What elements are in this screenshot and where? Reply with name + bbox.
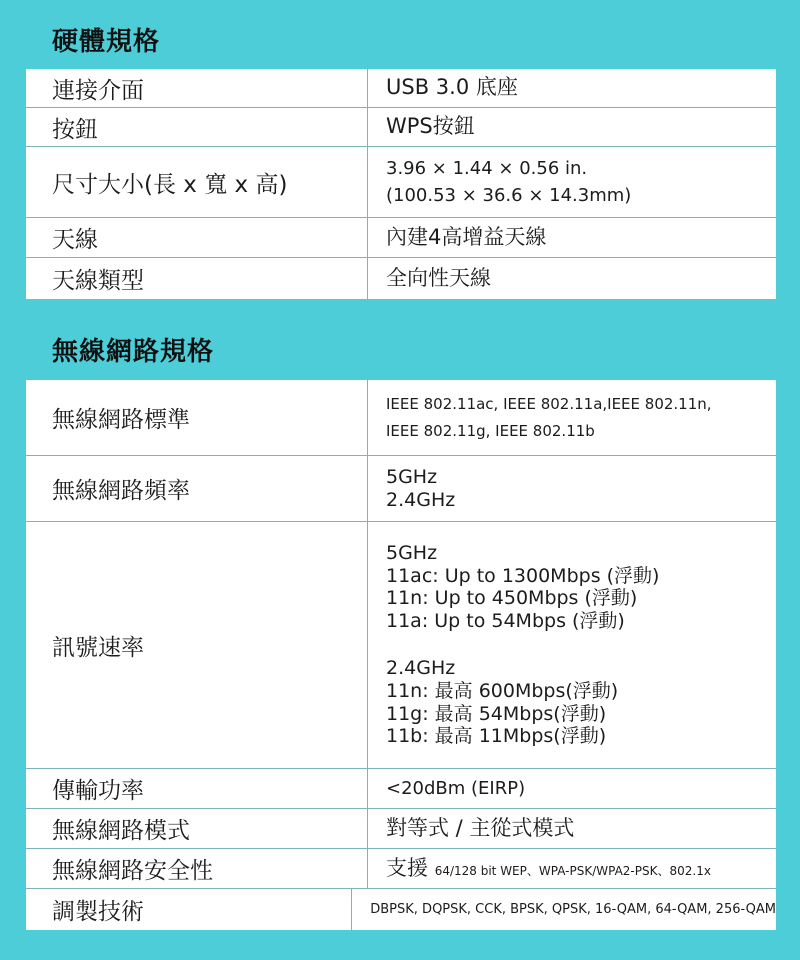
row-value: 3.96 × 1.44 × 0.56 in. (100.53 × 36.6 × 14.3mm)	[386, 158, 632, 206]
row-label: 連接介面	[26, 69, 368, 107]
row-value: 對等式 / 主從式模式	[386, 815, 575, 840]
row-label: 無線網路頻率	[26, 456, 368, 521]
row-label: 無線網路標準	[26, 380, 368, 455]
row-label: 無線網路安全性	[26, 849, 368, 888]
table-row	[26, 218, 776, 258]
hardware-spec-table	[26, 69, 776, 299]
row-label: 天線	[26, 218, 368, 257]
row-label: 傳輸功率	[26, 769, 368, 808]
table-row	[26, 522, 776, 769]
hardware-spec-title: 硬體規格	[52, 27, 161, 57]
table-row	[26, 809, 776, 849]
row-label: 調製技術	[26, 889, 352, 930]
row-label: 無線網路模式	[26, 809, 368, 848]
table-row	[26, 258, 776, 299]
table-row	[26, 849, 776, 889]
row-value: 全向性天線	[386, 265, 491, 290]
table-row	[26, 769, 776, 809]
wireless-spec-title: 無線網路規格	[52, 337, 215, 367]
table-row	[26, 456, 776, 522]
row-label: 按鈕	[26, 108, 368, 146]
table-row	[26, 147, 776, 218]
security-main: 支援	[386, 855, 428, 880]
row-value	[368, 849, 776, 888]
table-row	[26, 69, 776, 108]
row-label: 天線類型	[26, 258, 368, 299]
row-value: <20dBm (EIRP)	[386, 777, 526, 799]
table-row	[26, 380, 776, 456]
row-value: DBPSK, DQPSK, CCK, BPSK, QPSK, 16-QAM, 64-QAM, 256-QAM	[370, 901, 776, 917]
row-label: 訊號速率	[26, 522, 368, 768]
row-value: WPS按鈕	[386, 114, 475, 139]
row-value: IEEE 802.11ac, IEEE 802.11a,IEEE 802.11n, IEEE 802.11g, IEEE 802.11b	[386, 394, 712, 440]
row-label: 尺寸大小(長 x 寬 x 高)	[26, 147, 368, 217]
row-value: 5GHz 11ac: Up to 1300Mbps (浮動) 11n: Up to 450Mbps (浮動) 11a: Up to 54Mbps (浮動) 2.4GHz 11n: 最高 600Mbps(浮動) 11g: 最高 54Mbps(浮動) 11b: 最高 11Mbps(浮動)	[386, 541, 660, 748]
table-row	[26, 889, 776, 930]
security-detail: 64/128 bit WEP、WPA-PSK/WPA2-PSK、802.1x	[434, 863, 711, 878]
wireless-spec-table	[26, 380, 776, 930]
row-value: 內建4高增益天線	[386, 224, 547, 249]
table-row	[26, 108, 776, 147]
row-value: USB 3.0 底座	[386, 75, 518, 100]
row-value: 5GHz 2.4GHz	[386, 465, 456, 511]
